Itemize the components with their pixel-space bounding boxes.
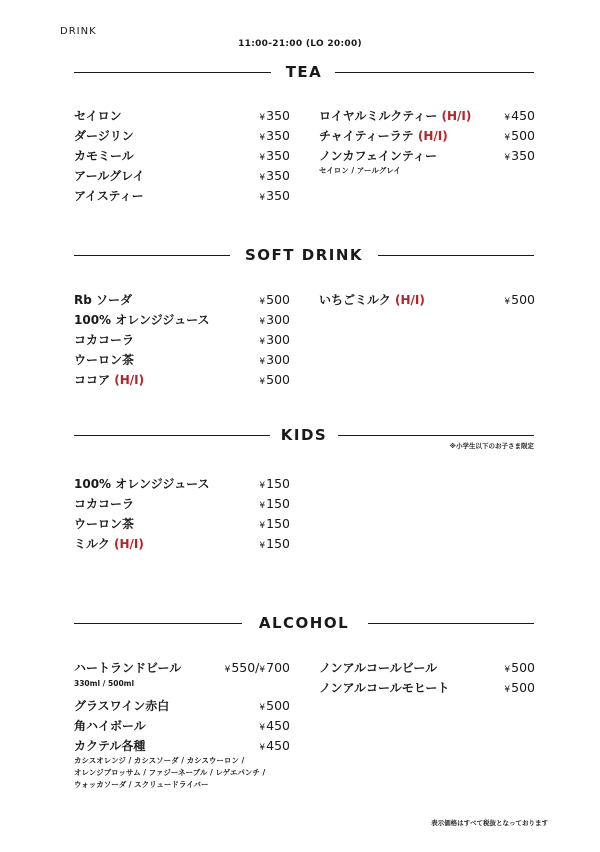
item-name: チャイティーラテ (H/I)	[319, 129, 448, 143]
item-name: ロイヤルミルクティー (H/I)	[319, 109, 472, 123]
item-price: ¥500	[259, 292, 290, 307]
item-price: ¥350	[259, 168, 290, 183]
item-price: ¥500	[259, 372, 290, 387]
hot-iced-tag: (H/I)	[441, 109, 472, 123]
item-price: ¥550/¥700	[224, 660, 290, 675]
item-name: ミルク (H/I)	[74, 537, 144, 551]
item-name: Rb ソーダ	[74, 293, 133, 307]
item-name: ノンアルコールモヒート	[319, 681, 450, 695]
section-header-tea	[74, 62, 534, 82]
menu-item	[74, 697, 290, 715]
menu-item	[74, 127, 290, 145]
item-name: ココア (H/I)	[74, 373, 145, 387]
item-price: ¥350	[259, 148, 290, 163]
hot-iced-tag: (H/I)	[394, 293, 425, 307]
item-price: ¥350	[259, 128, 290, 143]
item-name: セイロン	[74, 109, 122, 123]
item-price: ¥150	[259, 476, 290, 491]
item-name: ハートランドビール	[74, 661, 182, 675]
item-price: ¥300	[259, 312, 290, 327]
item-name: カクテル各種	[74, 739, 146, 753]
item-price: ¥450	[259, 738, 290, 753]
item-name: 100% オレンジジュース	[74, 477, 210, 491]
menu-item	[319, 659, 535, 677]
menu-item	[74, 659, 290, 677]
item-name: ノンアルコールビール	[319, 661, 438, 675]
cocktail-line: オレンジブロッサム / ファジーネーブル / レゲエパンチ /	[74, 768, 266, 777]
item-price: ¥350	[259, 188, 290, 203]
menu-item	[74, 351, 290, 369]
brand-label: DRINK	[60, 26, 97, 37]
item-name: グラスワイン赤白	[74, 699, 170, 713]
menu-item	[74, 515, 290, 533]
menu-item	[74, 371, 290, 389]
divider-right	[335, 72, 534, 73]
item-name: 100% オレンジジュース	[74, 313, 210, 327]
section-title-tea: TEA	[285, 63, 323, 81]
item-subtext: 330ml / 500ml	[74, 679, 135, 688]
item-price: ¥150	[259, 496, 290, 511]
divider-right	[338, 435, 534, 436]
cocktail-list	[74, 755, 265, 791]
menu-item	[319, 107, 535, 125]
menu-item	[74, 107, 290, 125]
menu-item	[319, 147, 535, 165]
menu-item	[74, 187, 290, 205]
section-header-alcohol	[74, 613, 534, 633]
item-name: いちごミルク (H/I)	[319, 293, 425, 307]
item-name: 角ハイボール	[74, 719, 146, 733]
item-subtext: セイロン / アールグレイ	[319, 166, 401, 175]
item-name: アールグレイ	[74, 169, 145, 183]
section-title-kids: KIDS	[280, 426, 328, 444]
menu-item	[74, 291, 290, 309]
menu-item	[74, 495, 290, 513]
tax-note: 表示価格はすべて税抜となっております	[431, 819, 548, 827]
section-title-alcohol: ALCOHOL	[258, 614, 350, 632]
menu-item	[319, 127, 535, 145]
menu-item	[74, 331, 290, 349]
item-price: ¥500	[504, 292, 535, 307]
item-name: ダージリン	[74, 129, 134, 143]
menu-item	[319, 679, 535, 697]
item-price: ¥500	[504, 128, 535, 143]
menu-item	[74, 147, 290, 165]
item-price: ¥150	[259, 536, 290, 551]
menu-item	[319, 291, 535, 309]
item-price: ¥300	[259, 352, 290, 367]
item-price: ¥500	[504, 660, 535, 675]
divider-right	[378, 255, 534, 256]
opening-hours: 11:00-21:00 (LO 20:00)	[238, 39, 362, 49]
menu-item	[74, 737, 290, 755]
cocktail-line: ウォッカソーダ / スクリュードライバー	[74, 780, 209, 789]
cocktail-line: カシスオレンジ / カシスソーダ / カシスウーロン /	[74, 756, 245, 765]
section-title-soft-drink: SOFT DRINK	[244, 246, 363, 264]
item-name: アイスティー	[74, 189, 144, 203]
item-name: コカコーラ	[74, 497, 135, 511]
kids-note: ※小学生以下のお子さま限定	[449, 442, 534, 450]
menu-item	[74, 717, 290, 735]
menu-item	[74, 535, 290, 553]
hot-iced-tag: (H/I)	[417, 129, 448, 143]
item-name: ノンカフェインティー	[319, 149, 437, 163]
divider-right	[368, 623, 534, 624]
item-name: ウーロン茶	[74, 517, 135, 531]
item-name: コカコーラ	[74, 333, 135, 347]
hot-iced-tag: (H/I)	[113, 537, 144, 551]
item-price: ¥500	[259, 698, 290, 713]
item-name: ウーロン茶	[74, 353, 135, 367]
menu-item	[74, 311, 290, 329]
section-header-soft-drink	[74, 245, 534, 265]
hot-iced-tag: (H/I)	[114, 373, 145, 387]
item-name: カモミール	[74, 149, 134, 163]
item-price: ¥450	[259, 718, 290, 733]
menu-item	[74, 167, 290, 185]
item-price: ¥300	[259, 332, 290, 347]
menu-item	[74, 475, 290, 493]
item-price: ¥350	[259, 108, 290, 123]
item-price: ¥450	[504, 108, 535, 123]
item-price: ¥500	[504, 680, 535, 695]
item-price: ¥150	[259, 516, 290, 531]
item-price: ¥350	[504, 148, 535, 163]
